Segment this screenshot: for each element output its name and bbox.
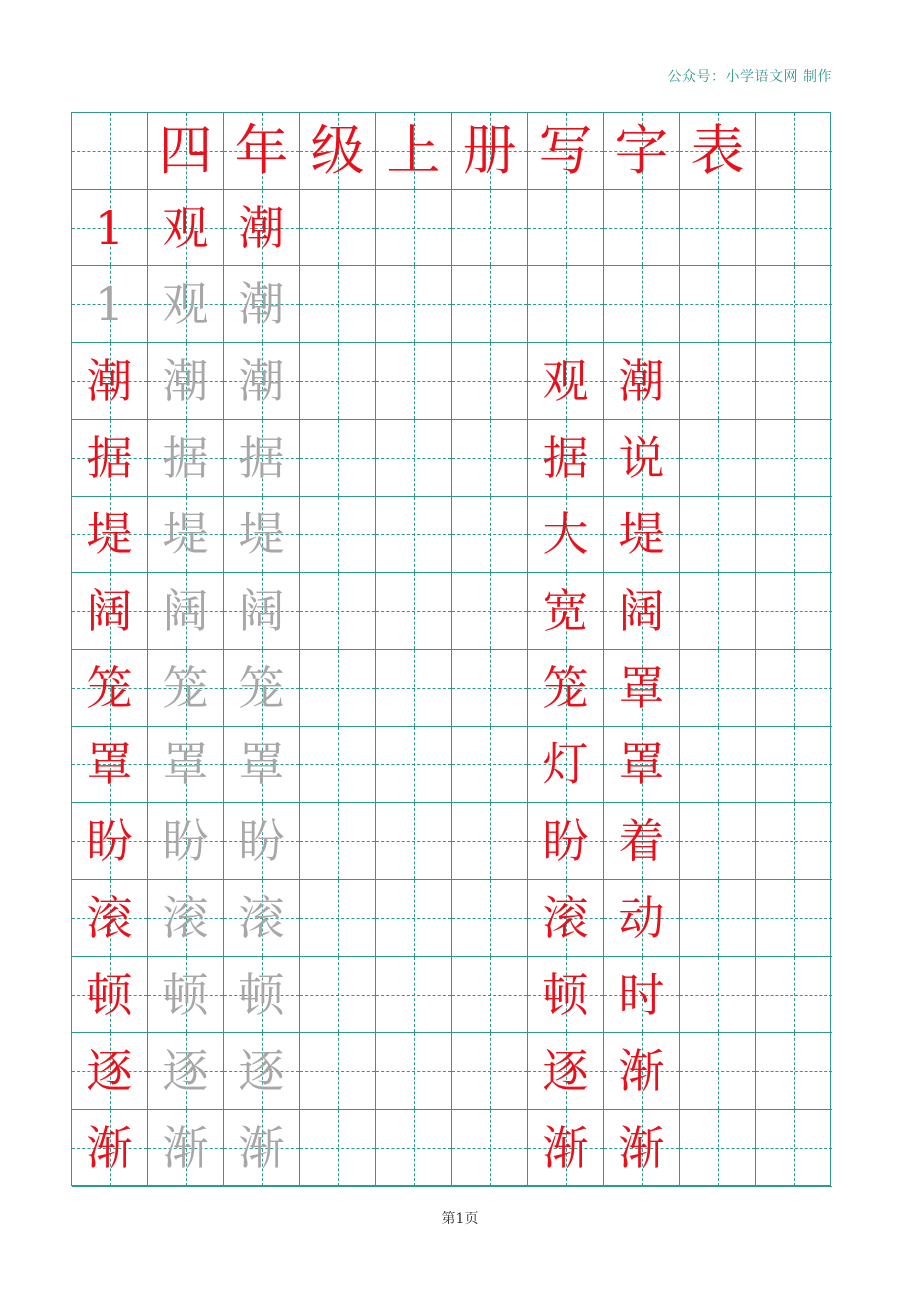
word-char: 滚	[542, 890, 589, 945]
lesson-title-trace: 观	[162, 277, 209, 332]
grid-cell	[300, 190, 376, 267]
grid-cell	[224, 727, 300, 804]
lesson-number: 1	[94, 200, 125, 255]
trace-char: 潮	[162, 353, 209, 408]
grid-cell	[224, 573, 300, 650]
word-char: 罩	[618, 737, 665, 792]
grid-cell	[452, 1033, 528, 1110]
grid-cell	[148, 113, 224, 190]
grid-cell	[148, 727, 224, 804]
title-char: 级	[310, 118, 365, 182]
word-char: 着	[618, 814, 665, 869]
word-char: 时	[618, 967, 665, 1022]
grid-cell	[680, 420, 756, 497]
grid-cell	[300, 266, 376, 343]
grid-cell	[452, 880, 528, 957]
grid-cell	[604, 266, 680, 343]
grid-cell	[604, 497, 680, 574]
grid-cell	[376, 880, 452, 957]
grid-cell	[756, 497, 832, 574]
word-char: 渐	[618, 1120, 665, 1175]
grid-cell	[604, 957, 680, 1034]
grid-cell	[376, 113, 452, 190]
word-char: 渐	[542, 1120, 589, 1175]
grid-cell	[148, 573, 224, 650]
grid-cell	[224, 803, 300, 880]
model-char: 堤	[86, 507, 133, 562]
grid-cell	[680, 113, 756, 190]
grid-cell	[72, 1110, 148, 1187]
grid-cell	[376, 343, 452, 420]
grid-cell	[452, 497, 528, 574]
grid-cell	[224, 957, 300, 1034]
model-char: 渐	[86, 1120, 133, 1175]
grid-cell	[452, 1110, 528, 1187]
grid-cell	[604, 803, 680, 880]
grid-cell	[452, 266, 528, 343]
trace-char: 据	[162, 430, 209, 485]
grid-cell	[604, 650, 680, 727]
grid-cell	[756, 420, 832, 497]
model-char: 逐	[86, 1044, 133, 1099]
grid-cell	[452, 573, 528, 650]
title-char: 四	[158, 118, 213, 182]
trace-char: 渐	[238, 1120, 285, 1175]
grid-cell	[680, 497, 756, 574]
model-char: 盼	[86, 814, 133, 869]
trace-char: 笼	[238, 660, 285, 715]
word-char: 阔	[618, 584, 665, 639]
grid-cell	[300, 803, 376, 880]
trace-char: 逐	[162, 1044, 209, 1099]
trace-char: 阔	[162, 584, 209, 639]
grid-cell	[72, 420, 148, 497]
trace-char: 顿	[162, 967, 209, 1022]
grid-cell	[300, 113, 376, 190]
trace-char: 滚	[162, 890, 209, 945]
grid-cell	[300, 343, 376, 420]
grid-cell	[680, 803, 756, 880]
trace-char: 滚	[238, 890, 285, 945]
word-char: 动	[618, 890, 665, 945]
trace-char: 罩	[238, 737, 285, 792]
grid-cell	[756, 727, 832, 804]
word-char: 盼	[542, 814, 589, 869]
grid-cell	[148, 343, 224, 420]
grid-cell	[148, 1110, 224, 1187]
grid-cell	[604, 343, 680, 420]
grid-cell	[528, 880, 604, 957]
grid-cell	[680, 573, 756, 650]
word-char: 宽	[542, 584, 589, 639]
grid-cell	[72, 727, 148, 804]
grid-cell	[376, 573, 452, 650]
grid-cell	[756, 573, 832, 650]
grid-cell	[72, 573, 148, 650]
grid-cell	[300, 497, 376, 574]
word-char: 大	[542, 507, 589, 562]
grid-cell	[680, 880, 756, 957]
word-char: 说	[618, 430, 665, 485]
grid-cell	[72, 957, 148, 1034]
grid-cell	[376, 957, 452, 1034]
grid-cell	[604, 880, 680, 957]
grid-cell	[528, 1110, 604, 1187]
grid-cell	[756, 650, 832, 727]
grid-cell	[528, 957, 604, 1034]
trace-char: 渐	[162, 1120, 209, 1175]
grid-cell	[376, 420, 452, 497]
grid-cell	[224, 190, 300, 267]
grid-cell	[756, 343, 832, 420]
grid-cell	[528, 727, 604, 804]
lesson-title-char: 潮	[238, 200, 285, 255]
grid-cell	[604, 1033, 680, 1110]
grid-cell	[148, 957, 224, 1034]
grid-cell	[528, 266, 604, 343]
word-char: 据	[542, 430, 589, 485]
lesson-title-trace: 潮	[238, 277, 285, 332]
grid-cell	[528, 497, 604, 574]
title-char: 表	[690, 118, 745, 182]
grid-cell	[148, 803, 224, 880]
trace-char: 堤	[238, 507, 285, 562]
grid-cell	[604, 573, 680, 650]
grid-cell	[756, 266, 832, 343]
grid-cell	[756, 1110, 832, 1187]
grid-cell	[452, 190, 528, 267]
grid-cell	[224, 650, 300, 727]
grid-cell	[376, 650, 452, 727]
word-char: 渐	[618, 1044, 665, 1099]
model-char: 潮	[86, 353, 133, 408]
trace-char: 笼	[162, 660, 209, 715]
title-char: 字	[614, 118, 669, 182]
grid-cell	[224, 497, 300, 574]
word-char: 逐	[542, 1044, 589, 1099]
grid-cell	[300, 573, 376, 650]
grid-cell	[528, 113, 604, 190]
grid-cell	[148, 880, 224, 957]
grid-cell	[680, 266, 756, 343]
grid-cell	[680, 957, 756, 1034]
grid-cell	[756, 190, 832, 267]
grid-cell	[452, 803, 528, 880]
grid-cell	[680, 727, 756, 804]
trace-char: 罩	[162, 737, 209, 792]
trace-char: 盼	[238, 814, 285, 869]
grid-cell	[604, 1110, 680, 1187]
grid-cell	[72, 266, 148, 343]
grid-cell	[528, 190, 604, 267]
grid-cell	[300, 957, 376, 1034]
grid-cell	[452, 343, 528, 420]
grid-cell	[756, 957, 832, 1034]
grid-cell	[680, 1110, 756, 1187]
grid-cell	[680, 190, 756, 267]
grid-cell	[148, 650, 224, 727]
grid-cell	[72, 343, 148, 420]
grid-cell	[300, 880, 376, 957]
grid-cell	[376, 266, 452, 343]
grid-cell	[680, 343, 756, 420]
grid-cell	[528, 1033, 604, 1110]
grid-cell	[224, 266, 300, 343]
grid-cell	[300, 420, 376, 497]
grid-cell	[756, 880, 832, 957]
grid-cell	[376, 497, 452, 574]
grid-cell	[452, 650, 528, 727]
trace-char: 盼	[162, 814, 209, 869]
trace-char: 潮	[238, 353, 285, 408]
grid-cell	[528, 650, 604, 727]
grid-cell	[224, 1033, 300, 1110]
grid-cell	[452, 727, 528, 804]
grid-cell	[300, 1033, 376, 1110]
grid-cell	[528, 343, 604, 420]
grid-cell	[756, 1033, 832, 1110]
grid-cell	[72, 190, 148, 267]
grid-cell	[452, 420, 528, 497]
grid-cell	[376, 1033, 452, 1110]
lesson-number-trace: 1	[94, 277, 125, 332]
grid-cell	[72, 1033, 148, 1110]
trace-char: 据	[238, 430, 285, 485]
grid-cell	[680, 1033, 756, 1110]
grid-cell	[452, 957, 528, 1034]
grid-cell	[72, 113, 148, 190]
word-char: 灯	[542, 737, 589, 792]
grid-cell	[528, 420, 604, 497]
model-char: 顿	[86, 967, 133, 1022]
word-char: 笼	[542, 660, 589, 715]
model-char: 滚	[86, 890, 133, 945]
header-credit: 公众号：小学语文网 制作	[667, 69, 832, 85]
page-number: 第1页	[441, 1211, 479, 1227]
grid-cell	[452, 113, 528, 190]
grid-cell	[72, 803, 148, 880]
grid-cell	[376, 1110, 452, 1187]
grid-cell	[224, 113, 300, 190]
grid-cell	[300, 650, 376, 727]
title-char: 写	[538, 118, 593, 182]
word-char: 顿	[542, 967, 589, 1022]
grid-cell	[680, 650, 756, 727]
model-char: 阔	[86, 584, 133, 639]
tianzige-writing-grid	[71, 112, 831, 1186]
model-char: 据	[86, 430, 133, 485]
grid-cell	[376, 803, 452, 880]
grid-cell	[148, 1033, 224, 1110]
grid-cell	[604, 190, 680, 267]
grid-cell	[72, 880, 148, 957]
title-char: 册	[462, 118, 517, 182]
grid-cell	[72, 497, 148, 574]
grid-cell	[604, 113, 680, 190]
grid-cell	[376, 727, 452, 804]
grid-cell	[300, 727, 376, 804]
grid-cell	[376, 190, 452, 267]
word-char: 观	[542, 353, 589, 408]
grid-cell	[148, 497, 224, 574]
grid-cell	[756, 113, 832, 190]
grid-cell	[72, 650, 148, 727]
model-char: 笼	[86, 660, 133, 715]
grid-cell	[528, 803, 604, 880]
word-char: 罩	[618, 660, 665, 715]
grid-cell	[604, 420, 680, 497]
grid-cell	[148, 190, 224, 267]
grid-cell	[224, 343, 300, 420]
grid-cell	[604, 727, 680, 804]
grid-cell	[148, 266, 224, 343]
grid-cell	[148, 420, 224, 497]
title-char: 上	[386, 118, 441, 182]
grid-cell	[224, 420, 300, 497]
grid-cell	[224, 1110, 300, 1187]
trace-char: 堤	[162, 507, 209, 562]
grid-cell	[528, 573, 604, 650]
trace-char: 顿	[238, 967, 285, 1022]
grid-cell	[756, 803, 832, 880]
model-char: 罩	[86, 737, 133, 792]
trace-char: 逐	[238, 1044, 285, 1099]
word-char: 堤	[618, 507, 665, 562]
grid-cell	[224, 880, 300, 957]
lesson-title-char: 观	[162, 200, 209, 255]
title-char: 年	[234, 118, 289, 182]
grid-cell	[300, 1110, 376, 1187]
word-char: 潮	[618, 353, 665, 408]
trace-char: 阔	[238, 584, 285, 639]
